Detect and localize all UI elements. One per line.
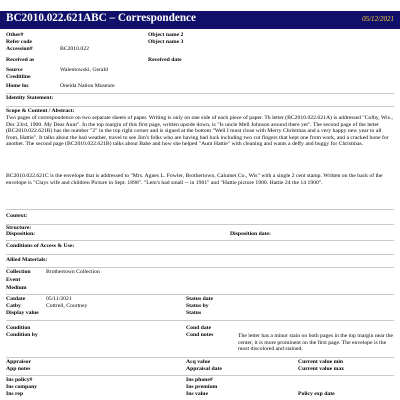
collection-value: Brothertown Collection [46, 269, 100, 275]
home-loc-value: Oneida Nation Museum [60, 83, 115, 89]
creditline-label: Creditline [6, 74, 31, 80]
ins-rep-label: Ins rep [6, 391, 24, 397]
context-label: Context: [6, 213, 28, 219]
catdate-label: Catdate [6, 296, 26, 302]
source-label: Source [6, 67, 23, 73]
status-label: Status [186, 310, 202, 316]
policy-exp-date-label: Policy exp date [298, 391, 335, 397]
status-date-label: Status date [186, 296, 214, 302]
scope-paragraph-1: Two pages of correspondence on two separate sheets of paper. Writing is only on one side of each piece of paper. Th letter (BC2010.022.621A) is addressed "Colby, Wis., Dec 23rd, 1900. My Dear Aunt". In the top margin of this first page, written upside down, is "Is uncle Mell Johnson around there yet". The second page of the letter (BC2010.022.621B) has the number "2" in the top right corner and is signed at the bottom "Well I must close with Merry Christmas and a very happy new year to all from, Hattie". It talks about the bad weather, travel to see Jim's folks who are having bad luck including two cut fingers that kept one from work, and a cracked bone for another. The second page (BC2010.022.621B) talks about Babe and how she helped "Aunt Hattie" with cleaning and wants a deffy and buggy for Christmas. [6, 115, 393, 148]
status-by-label: Status by [186, 303, 209, 309]
display-value-label: Display value [6, 310, 39, 316]
home-loc-label: Home loc [6, 83, 29, 89]
acq-value-label: Acq value [186, 359, 211, 365]
ins-value-label: Ins value [186, 391, 208, 397]
allied-materials-label: Allied Materials: [6, 257, 48, 263]
divider [6, 240, 394, 241]
record-title: BC2010.022.621ABC – Correspondence [6, 12, 196, 24]
record-header-bar [0, 11, 400, 29]
medium-label: Medium [6, 285, 27, 291]
accession-label: Accession# [6, 46, 33, 52]
ins-phone-label: Ins phone# [186, 377, 213, 383]
divider [6, 224, 394, 225]
divider [6, 320, 394, 321]
disposition-date-label: Disposition date: [230, 231, 271, 237]
scope-content-label: Scope & Content / Abstract: [6, 108, 75, 114]
event-label: Event [6, 277, 21, 283]
identity-statement-label: Identity Statement: [6, 95, 54, 101]
cond-notes-value: The letter has a minor stain on both pages in the top margin near the center, it is more prominent on the first page. The envelope is the most discolored and stained. [238, 333, 393, 353]
ins-premium-label: Ins premium [186, 384, 218, 390]
divider [6, 357, 394, 358]
condition-by-label: Condition by [6, 332, 38, 338]
catby-label: Catby [6, 303, 21, 309]
ins-company-label: Ins company [6, 384, 38, 390]
source-value: Walentowski, Gerald [60, 67, 108, 73]
conditions-access-label: Conditions of Access & Use: [6, 243, 75, 249]
divider [6, 267, 394, 268]
cond-notes-label: Cond notes [186, 332, 214, 338]
app-notes-label: App notes [6, 366, 31, 372]
divider [6, 375, 394, 376]
disposition-label: Disposition: [6, 231, 36, 237]
collection-label: Collection [6, 269, 31, 275]
divider [6, 209, 394, 210]
object-name-2-label: Object name 2 [148, 32, 184, 38]
current-value-min-label: Current value min [298, 359, 344, 365]
record-print-date: 05/12/2021 [362, 15, 394, 23]
accession-value: BC2010.022 [60, 46, 89, 52]
appraisor-label: Appraisor [6, 359, 31, 365]
condition-label: Condition [6, 325, 31, 331]
ins-policy-label: Ins policy# [6, 377, 33, 383]
scope-paragraph-2: BC2010.022.621C is the envelope that is addressed to "Mrs. Agnes L. Fowler, Brothertown, Calumet Co., Wis" with a single 2 cent stamp. Written on the back of the envelope is "Clays wife and children Picture in Sept. 1898". "Lem's had small -- in 1901" and "Hattie picture 1900. Hattie 24 the 14 1900". [6, 173, 383, 186]
current-value-max-label: Current value max [298, 366, 345, 372]
structure-label: Structure: [6, 225, 32, 231]
other-number-label: Other# [6, 32, 24, 38]
refer-code-label: Refer code [6, 39, 32, 45]
cond-date-label: Cond date [186, 325, 212, 331]
divider [6, 254, 394, 255]
received-date-label: Received date [148, 57, 182, 63]
catby-value: Cottrell, Courtney [46, 303, 88, 309]
appraisal-date-label: Appraisal date [186, 366, 222, 372]
object-name-3-label: Object name 3 [148, 39, 184, 45]
divider [6, 294, 394, 295]
catdate-value: 05/11/2021 [46, 296, 72, 302]
divider [6, 106, 394, 107]
divider [6, 93, 394, 94]
received-as-label: Received as [6, 57, 35, 63]
